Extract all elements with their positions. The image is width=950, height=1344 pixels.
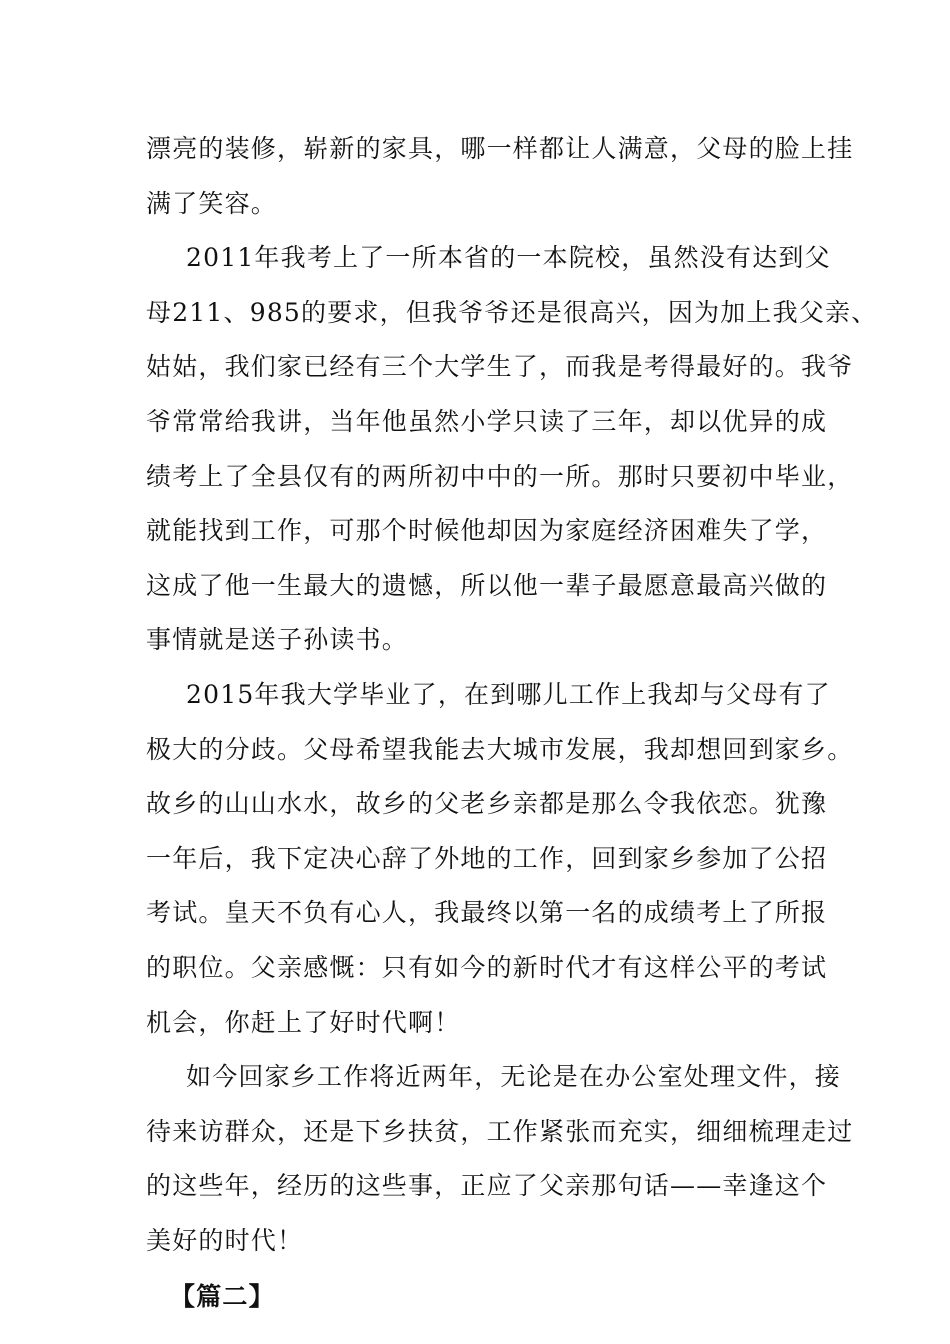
text-line: 这成了他一生最大的遗憾，所以他一辈子最愿意最高兴做的 [146, 570, 828, 600]
text-line: 美好的时代！ [146, 1225, 304, 1255]
text-line: 姑姑，我们家已经有三个大学生了，而我是考得最好的。我爷 [146, 352, 854, 382]
text-line: 的这些年，经历的这些事，正应了父亲那句话——幸逢这个 [146, 1171, 828, 1201]
text-line: 机会，你赶上了好时代啊！ [146, 1007, 461, 1037]
text-line: 母211、985的要求，但我爷爷还是很高兴，因为加上我父亲、 [146, 297, 878, 327]
text-line: 的职位。父亲感慨：只有如今的新时代才有这样公平的考试 [146, 952, 828, 982]
paragraph-start-line: 如今回家乡工作将近两年，无论是在办公室处理文件，接 [186, 1062, 842, 1092]
text-line: 漂亮的装修，崭新的家具，哪一样都让人满意，父母的脸上挂 [146, 134, 854, 163]
text-line: 就能找到工作，可那个时候他却因为家庭经济困难失了学， [146, 516, 828, 546]
text-line: 绩考上了全县仅有的两所初中中的一所。那时只要初中毕业， [146, 461, 854, 491]
text-line: 故乡的山山水水，故乡的父老乡亲都是那么令我依恋。犹豫 [146, 789, 828, 819]
text-line: 满了笑容。 [146, 188, 278, 218]
text-line: 爷常常给我讲，当年他虽然小学只读了三年，却以优异的成 [146, 406, 828, 436]
text-line: 极大的分歧。父母希望我能去大城市发展，我却想回到家乡。 [146, 734, 854, 764]
text-line: 考试。皇天不负有心人，我最终以第一名的成绩考上了所报 [146, 898, 828, 928]
text-line: 事情就是送子孙读书。 [146, 625, 409, 655]
text-line: 待来访群众，还是下乡扶贫，工作紧张而充实，细细梳理走过 [146, 1116, 854, 1146]
paragraph-start-line: 2015年我大学毕业了，在到哪儿工作上我却与父母有了 [186, 679, 831, 709]
paragraph-start-line: 2011年我考上了一所本省的一本院校，虽然没有达到父 [186, 243, 831, 273]
text-line: 一年后，我下定决心辞了外地的工作，回到家乡参加了公招 [146, 843, 828, 873]
body-text [146, 122, 878, 1325]
section-heading: 【篇二】 [170, 1282, 275, 1312]
